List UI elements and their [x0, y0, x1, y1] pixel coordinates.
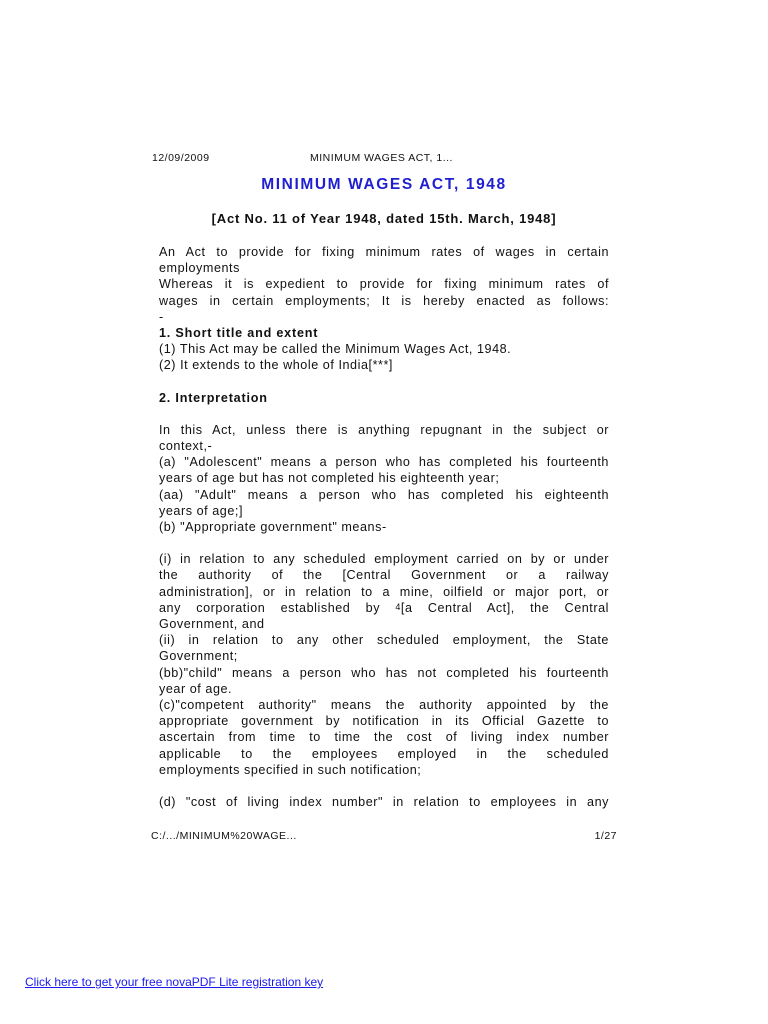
text-line: years of age but has not completed his eighteenth year;	[159, 471, 500, 486]
section-heading: 2. Interpretation	[159, 390, 268, 405]
footnote-marker: 4	[395, 601, 401, 612]
text-fragment: any corporation established by	[159, 600, 396, 615]
text-line: applicable to the employees employed in the scheduled	[159, 746, 609, 761]
print-footer-path: C:/.../MINIMUM%20WAGE...	[151, 830, 297, 842]
page-number: 1/27	[594, 830, 617, 842]
document-subtitle: [Act No. 11 of Year 1948, dated 15th. March, 1948]	[211, 211, 557, 226]
document-title: MINIMUM WAGES ACT, 1948	[261, 176, 507, 193]
text-line: years of age;]	[159, 503, 244, 518]
text-line: appropriate government by notification in its Official Gazette to	[159, 714, 609, 729]
text-line: ascertain from time to time the cost of living index number	[159, 730, 609, 745]
print-header-title: MINIMUM WAGES ACT, 1...	[310, 152, 453, 164]
text-line: employments	[159, 261, 240, 276]
text-line: employments specified in such notification;	[159, 762, 422, 777]
text-line: -	[159, 309, 164, 324]
text-line: In this Act, unless there is anything repugnant in the subject or	[159, 422, 609, 437]
document-body	[159, 244, 609, 810]
text-line: (b) "Appropriate government" means-	[159, 520, 387, 535]
text-line: (bb)"child" means a person who has not completed his fourteenth	[159, 665, 609, 680]
text-line: Whereas it is expedient to provide for fixing minimum rates of	[159, 277, 609, 292]
registration-key-link[interactable]: Click here to get your free novaPDF Lite registration key	[25, 975, 324, 989]
text-line-with-footnote	[159, 600, 609, 616]
print-date: 12/09/2009	[152, 152, 210, 164]
text-line: An Act to provide for fixing minimum rates of wages in certain	[159, 245, 609, 259]
text-line: (c)"competent authority" means the authority appointed by the	[159, 698, 609, 713]
text-line: (i) in relation to any scheduled employment carried on by or under	[159, 552, 609, 567]
text-line: (aa) "Adult" means a person who has completed his eighteenth	[159, 487, 609, 502]
text-line: (ii) in relation to any other scheduled employment, the State	[159, 633, 609, 648]
section-heading: 1. Short title and extent	[159, 326, 319, 341]
text-line: Government, and	[159, 617, 265, 632]
text-line: the authority of the [Central Government or a railway	[159, 568, 609, 583]
text-line: (d) "cost of living index number" in relation to employees in any	[159, 795, 609, 810]
text-line: wages in certain employments; It is hereby enacted as follows:	[159, 293, 609, 308]
text-line: year of age.	[159, 681, 233, 696]
text-line: Government;	[159, 649, 238, 664]
text-line: administration], or in relation to a mine, oilfield or major port, or	[159, 584, 609, 599]
text-line: (1) This Act may be called the Minimum Wages Act, 1948.	[159, 342, 512, 357]
text-line: (a) "Adolescent" means a person who has completed his fourteenth	[159, 455, 609, 470]
text-line: (2) It extends to the whole of India[***]	[159, 358, 393, 373]
text-line: context,-	[159, 439, 213, 454]
text-fragment: [a Central Act], the Central	[400, 600, 609, 615]
